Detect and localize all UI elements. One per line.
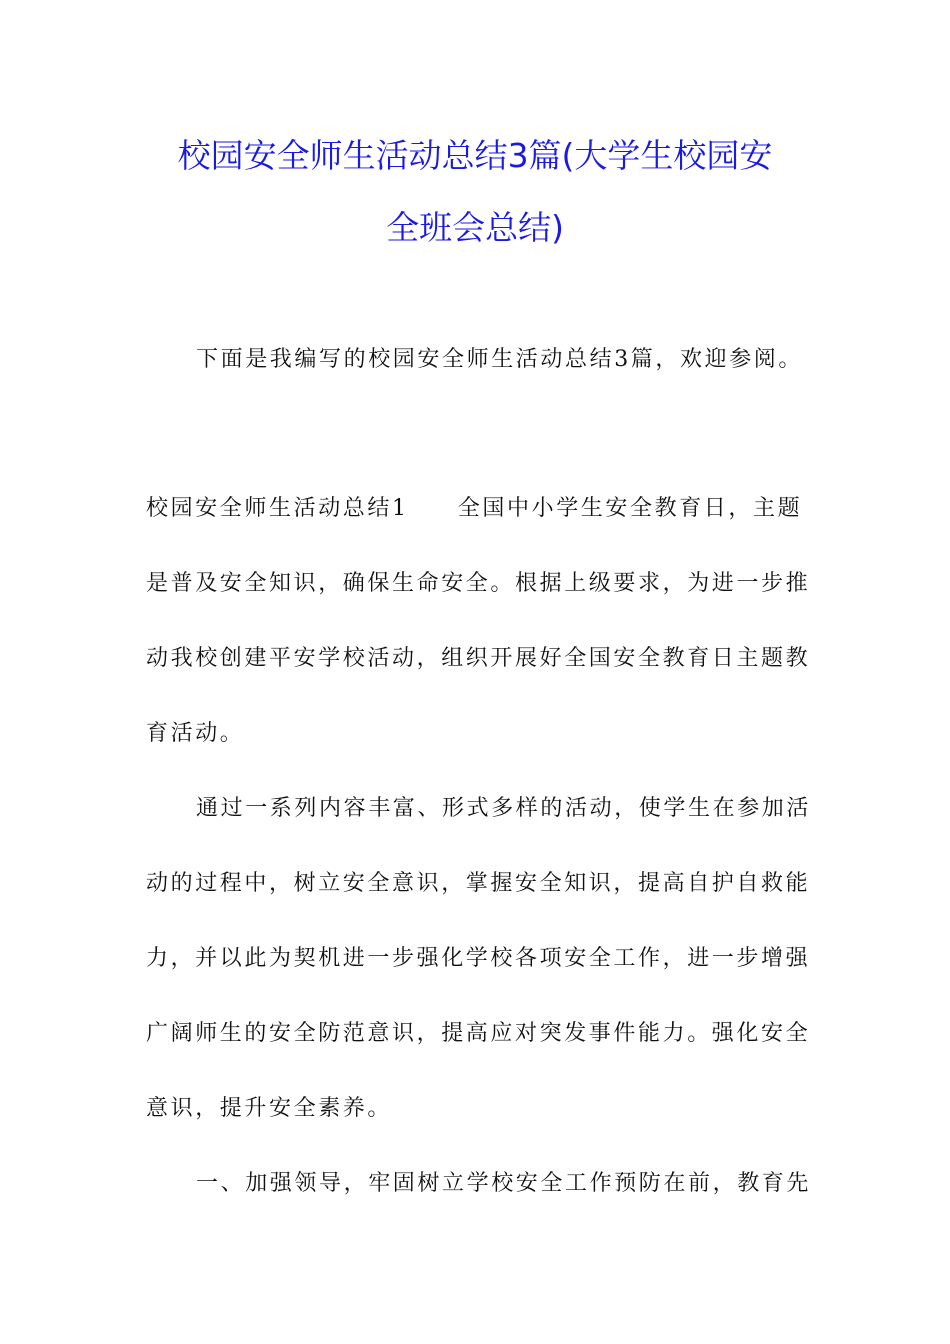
document-title-line-1: 校园安全师生活动总结3篇(大学生校园安 bbox=[177, 136, 773, 175]
paragraph-1-line-1: 校园安全师生活动总结1 全国中小学生安全教育日，主题 bbox=[146, 496, 803, 521]
paragraph-3-line-1: 一、加强领导，牢固树立学校安全工作预防在前，教育先 bbox=[196, 1171, 812, 1196]
document-title-line-2: 全班会总结) bbox=[386, 208, 564, 247]
paragraph-2-line-2: 动的过程中，树立安全意识，掌握安全知识，提高自护自救能 bbox=[146, 871, 811, 896]
paragraph-2-line-5: 意识，提升安全素养。 bbox=[146, 1096, 393, 1121]
paragraph-1-line-3: 动我校创建平安学校活动，组织开展好全国安全教育日主题教 bbox=[146, 646, 811, 671]
paragraph-2-line-3: 力，并以此为契机进一步强化学校各项安全工作，进一步增强 bbox=[146, 946, 811, 971]
paragraph-1-line-2: 是普及安全知识，确保生命安全。根据上级要求，为进一步推 bbox=[146, 571, 811, 596]
paragraph-1-line-4: 育活动。 bbox=[146, 721, 245, 746]
paragraph-2-line-4: 广阔师生的安全防范意识，提高应对突发事件能力。强化安全 bbox=[146, 1021, 811, 1046]
paragraph-2-line-1: 通过一系列内容丰富、形式多样的活动，使学生在参加活 bbox=[196, 796, 812, 821]
intro-paragraph: 下面是我编写的校园安全师生活动总结3篇，欢迎参阅。 bbox=[196, 347, 803, 372]
